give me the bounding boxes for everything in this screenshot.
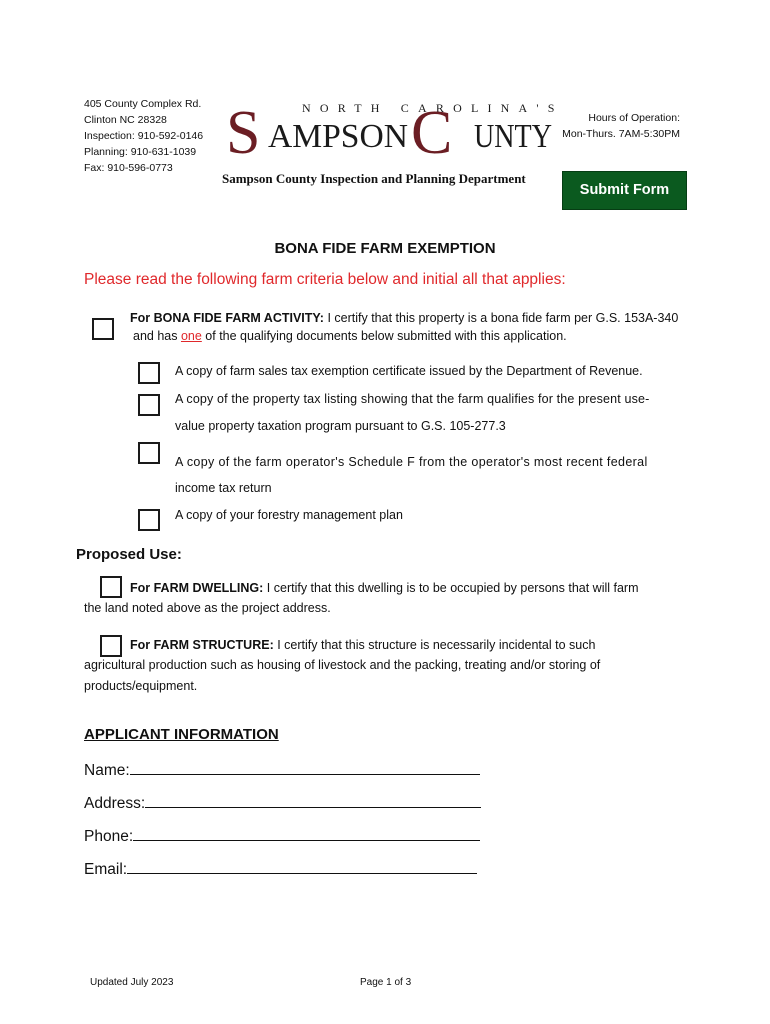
farm-activity-one: one	[180, 329, 202, 343]
farm-structure-text: I certify that this structure is necessarily incidental to such	[273, 638, 596, 652]
name-label: Name:	[84, 762, 130, 779]
page-number: Page 1 of 3	[360, 977, 412, 988]
email-field	[84, 859, 477, 879]
name-input-line[interactable]	[130, 760, 480, 775]
doc4-text: A copy of your forestry management plan	[175, 508, 403, 522]
email-input-line[interactable]	[127, 859, 477, 874]
logo-c-letter: C	[411, 99, 453, 167]
submit-form-button[interactable]: Submit Form	[562, 171, 687, 210]
farm-dwelling-text: I certify that this dwelling is to be occupied by persons that will farm	[263, 581, 639, 595]
doc3-text-line2: income tax return	[175, 481, 272, 495]
planning-phone: Planning: 910-631-1039	[84, 146, 197, 158]
doc1-text: A copy of farm sales tax exemption certificate issued by the Department of Revenue.	[175, 364, 643, 378]
city-line: Clinton NC 28328	[84, 114, 167, 126]
phone-input-line[interactable]	[133, 826, 480, 841]
doc4-checkbox[interactable]	[138, 509, 160, 531]
farm-activity-text: I certify that this property is a bona fide farm per G.S. 153A-340	[323, 311, 679, 325]
hours-title: Hours of Operation:	[588, 112, 680, 124]
doc2-checkbox[interactable]	[138, 394, 160, 416]
logo-ampson: AMPSON	[268, 118, 408, 155]
farm-structure-line3: products/equipment.	[84, 679, 198, 693]
department-name: Sampson County Inspection and Planning Department	[222, 171, 526, 186]
farm-activity-line2-pre: and has	[133, 329, 181, 343]
logo-s-letter: S	[226, 99, 261, 167]
farm-structure-line2: agricultural production such as housing of livestock and the packing, treating and/or storing of	[84, 658, 601, 672]
updated-date: Updated July 2023	[90, 977, 174, 988]
proposed-use-heading: Proposed Use:	[76, 546, 182, 563]
doc3-checkbox[interactable]	[138, 442, 160, 464]
doc3-text-line1: A copy of the farm operator's Schedule F from the operator's most recent federal	[175, 455, 648, 469]
address-line: 405 County Complex Rd.	[84, 98, 202, 110]
logo-top-text: NORTH CAROLINA'S	[302, 101, 564, 115]
farm-dwelling-line2: the land noted above as the project address.	[84, 601, 331, 615]
farm-activity-checkbox[interactable]	[92, 318, 114, 340]
farm-structure-checkbox[interactable]	[100, 635, 122, 657]
farm-structure-line1	[130, 636, 595, 654]
form-title: BONA FIDE FARM EXEMPTION	[274, 240, 496, 257]
fax-number: Fax: 910-596-0773	[84, 162, 173, 174]
logo-unty: UNTY	[474, 118, 552, 155]
farm-dwelling-line1	[130, 579, 639, 597]
applicant-info-heading: APPLICANT INFORMATION	[84, 726, 279, 743]
doc1-checkbox[interactable]	[138, 362, 160, 384]
name-field	[84, 760, 480, 780]
address-field	[84, 793, 481, 813]
farm-dwelling-label: For FARM DWELLING:	[130, 581, 264, 595]
instruction-text: Please read the following farm criteria below and initial all that applies:	[84, 271, 566, 288]
farm-activity-line1	[130, 309, 678, 327]
address-input-line[interactable]	[145, 793, 481, 808]
doc2-text-line1: A copy of the property tax listing showing that the farm qualifies for the present use-	[175, 392, 650, 406]
contact-info	[84, 96, 203, 176]
address-label: Address:	[84, 795, 146, 812]
farm-dwelling-checkbox[interactable]	[100, 576, 122, 598]
farm-activity-line2	[133, 327, 567, 345]
phone-field	[84, 826, 480, 846]
sampson-county-logo	[226, 97, 564, 167]
hours-value: Mon-Thurs. 7AM-5:30PM	[562, 128, 680, 140]
hours-block	[560, 110, 680, 142]
farm-activity-line2-post: of the qualifying documents below submitted with this application.	[201, 329, 567, 343]
farm-activity-label: For BONA FIDE FARM ACTIVITY:	[130, 311, 324, 325]
phone-label: Phone:	[84, 828, 134, 845]
doc2-text-line2: value property taxation program pursuant to G.S. 105-277.3	[175, 419, 506, 433]
farm-structure-label: For FARM STRUCTURE:	[130, 638, 274, 652]
email-label: Email:	[84, 861, 128, 878]
inspection-phone: Inspection: 910-592-0146	[84, 130, 204, 142]
